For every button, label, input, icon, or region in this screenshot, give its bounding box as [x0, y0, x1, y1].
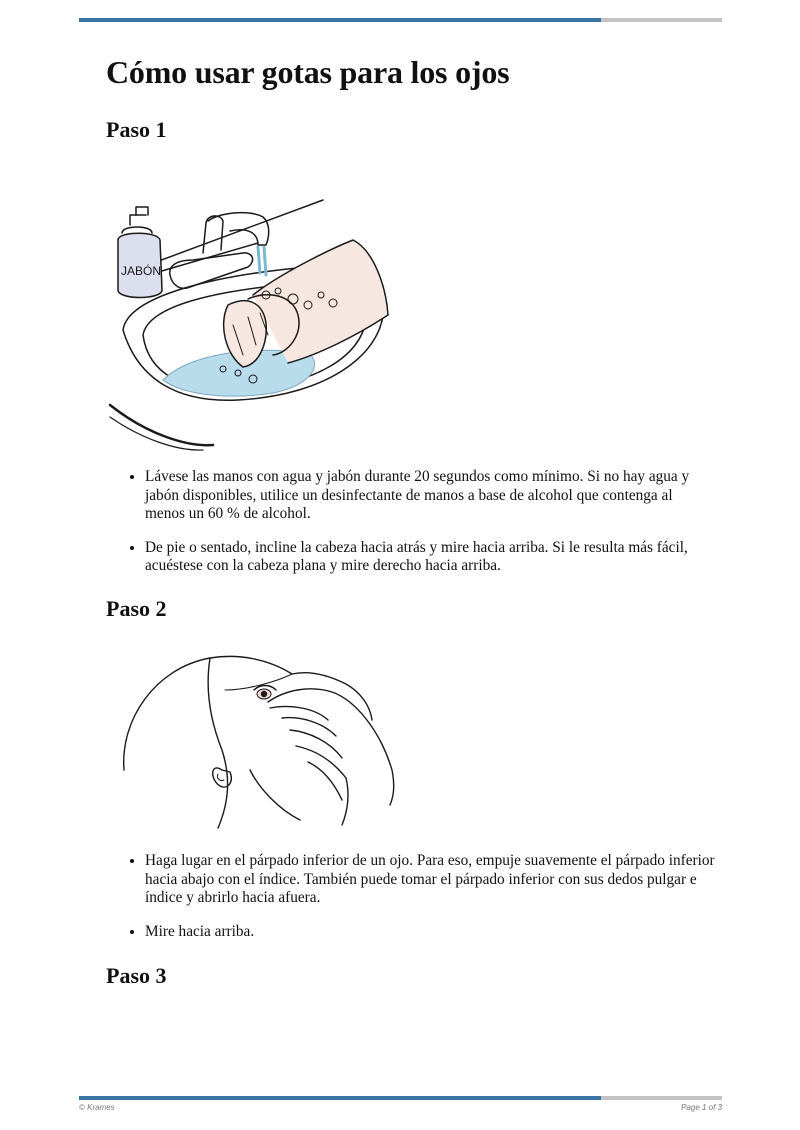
header-rule-secondary [601, 18, 722, 22]
step-1-list [124, 468, 715, 591]
step-3-heading: Paso 3 [106, 963, 167, 988]
footer-rule-secondary [601, 1096, 722, 1100]
page-title: Cómo usar gotas para los ojos [106, 54, 510, 90]
eyelid-illustration [110, 650, 410, 840]
footer-rule [79, 1096, 722, 1100]
step-1-heading: Paso 1 [106, 117, 167, 142]
soap-label: JABÓN [121, 264, 162, 278]
handwashing-illustration [108, 195, 408, 455]
step-1-bullet-1: • Lávese las manos con agua y jabón durante 20 segundos como mínimo. Si no hay agua y jabón disponibles, utilice un desinfectante de manos a base de alcohol que contenga al menos un 60 % de alcohol. [145, 468, 715, 524]
header-rule [79, 18, 722, 22]
footer-copyright: © Krames [79, 1103, 115, 1112]
header-rule-accent [79, 18, 601, 22]
step-2-heading: Paso 2 [106, 596, 167, 621]
step-1-bullet-2: • De pie o sentado, incline la cabeza hacia atrás y mire hacia arriba. Si le resulta más fácil, acuéstese con la cabeza plana y mire derecho hacia arriba. [145, 539, 715, 576]
footer-rule-accent [79, 1096, 601, 1100]
step-2-bullet-1: • Haga lugar en el párpado inferior de un ojo. Para eso, empuje suavemente el párpado inferior hacia abajo con el índice. También puede tomar el párpado inferior con sus dedos pulgar e índice y abrirlo hacia afuera. [145, 852, 715, 908]
footer-page-number: Page 1 of 3 [681, 1103, 722, 1112]
step-2-list [124, 852, 715, 956]
step-2-bullet-2: • Mire hacia arriba. [145, 923, 715, 942]
